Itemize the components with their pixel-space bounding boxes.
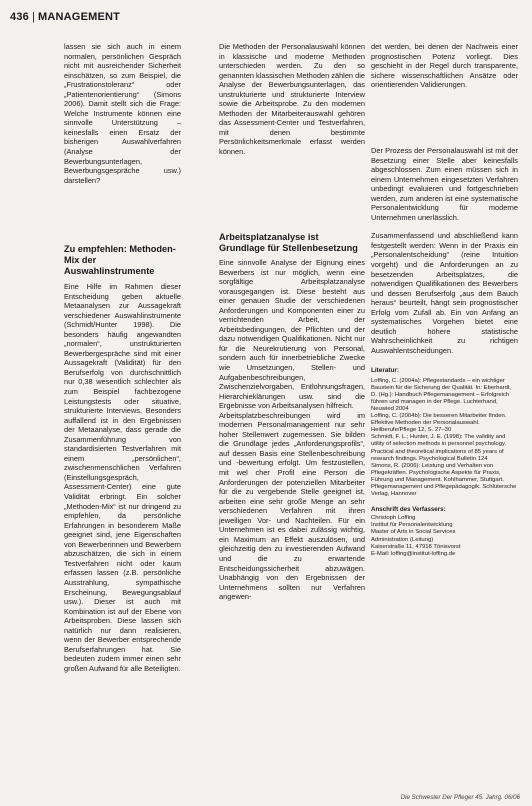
column-3-paragraph-2: Der Prozess der Personalauswahl ist mit der Besetzung einer Stelle aber keinesfalls abgeschlossen. Zum einen müssen sich in einem Unternehmen eingesetzten Verfahren unbedingt evaluieren und fortgeschrieben werden, zum anderen ist eine systematische Personalentwicklung für moderne Unternehmen unerlässlich. <box>371 146 518 222</box>
column-2 <box>219 42 365 602</box>
literature-item: Loffing, C. (2004b): Die besseren Mitarbeiter finden. Effektive Methoden der Personalauswahl. Heilberufe/Pflege 12, S. 27–30 <box>371 413 507 434</box>
section-heading-method-mix: Zu empfehlen: Methoden-Mix der Auswahlinstrumente <box>64 244 176 276</box>
column-3-paragraph-1: det werden, bei denen der Nachweis einer prognostischen Potenz vorliegt. Dies geschieht in der Regel durch transparente, sichere wissenschaftlichen Ansätze oder orientierenden Validierungen. <box>371 42 518 90</box>
author-heading: Anschrift des Verfassers: <box>371 506 446 514</box>
column-2-paragraph-2: Eine sinnvolle Analyse der Eignung eines Bewerbers ist nur möglich, wenn eine sorgfältige Arbeitsplatzanalyse vorausgegangen ist. Diese besteht aus einer genauen Studie der verschiedenen Anforderungen und Komponenten einer zu verrichtenden Arbeit, der Arbeitsbedingungen, der Pflichten und der dazu notwendigen Qualifikationen. Nicht nur für die Neurekrutierung von Personal, sondern auch für innerbetriebliche Zwecke wie Umsetzungen, Stellen- und Aufgabenbeschreibungen, Zwischenzielvorgaben, Entlohnungsfragen, Hierarchieklärungen usw. sind die Ergebnisse von Arbeitsanalysen hilfreich. <box>219 258 365 411</box>
column-3 <box>371 42 518 558</box>
literature-item: Schmidt, F. L.; Hunter, J. E. (1998): The validity and utility of selection methods in personnel psychology. Practical and theoretical implications of 85 years of research findings. Psychological Bulletin 124 <box>371 434 507 462</box>
page-footer: Die Schwester Der Pfleger 45. Jahrg. 06/06 <box>400 794 520 801</box>
literature-list <box>371 367 518 498</box>
literature-item: Loffing, C. (2004a): Pflegestandards – ein wichtiger Baustein für die Sicherung der Qualität. In: Eberhardt, D. (Hg.): Handbuch Pflegemanagement – Erfolgreich führen und managen in der Pflege. Luchterhand, Neuwied 2004 <box>371 377 512 412</box>
column-2-paragraph-3: Arbeitsplatzbeschreibungen wird im modernen Personalmanagement nur sehr hoher Stellenwert zugemessen. Sie bilden die Grundlage jedes „Anforderungsprofils“, auf dessen Basis eine Stellenbeschreibung und -bewertung erfolgt. Um festzustellen, mit wel cher Profil eine Person die Anforderungen der potenziellen Mitarbeiter für die zu vergebende Stelle geeignet ist, arbeiten eine sehr große Menge an sehr verschiedenen Verfahren mit ihren jeweiligen Vor- und Nachteilen. Für ein Unternehmen ist es dabei zulässig wichtig, ein Maximum an Effekt auszulösen, und gleichzeitig den zu investierenden Aufwand und die zu erwartende Entscheidungssicherheit abzuwägen. Unabhängig von den Ergebnissen der Unternehmens sollten nur Verfahren angewen- <box>219 410 365 602</box>
header-separator: | <box>31 11 36 23</box>
author-line: Institut für Personalentwicklung <box>371 522 453 529</box>
column-2-paragraph-1: Die Methoden der Personalauswahl können in klassische und moderne Methoden unterschieden werden. Zu den so genannten klassischen Methoden zählen die Analyse der Bewerbungsunterlagen, das unstrukturierte und strukturierte Interview sowie die Arbeitsprobe. Zu den modernen Methoden der Mitarbeiterauswahl gehören das Assessment-Center und Testverfahren, mit denen bestimmte Persönlichkeitsmerkmale erfasst werden können. <box>219 42 365 157</box>
author-address <box>371 506 518 558</box>
page-number: 436 <box>10 11 29 23</box>
column-1-paragraph-2: Eine Hilfe im Rahmen dieser Entscheidung geben aktuelle Metaanalysen zur Aussagekraft verschiedener Auswahlinstrumente (Schmidt/Hunter 1998). Die besonders häufig angewandten „normalen“, unstrukturierten Bewerbergespräche sind mit einer Aussagekraft (Validität) für den Berufserfolg von durchschnittlich nur 0,38 wesentlich schlechter als zum Beispiel fachbezogene Leistungstests oder situative, strukturierte Interviews. Besonders auffallend ist in den Ergebnissen der Metaanalyse, dass gerade die Zusammenführung von standardisierten Testverfahren mit einem „persönlichen“, zwischenmenschlichen Verfahren (Einstellungsgespräch, Assessment-Center) eine gute Validität erbringt. Ein solcher „Methoden-Mix“ ist nur dringend zu empfehlen, da persönliche Erfahrungen in besonderem Maße geeignet sind, jene Eigenschaften von Bewerberinnen und Bewerbern abzuschätzen, die sich in einem Testverfahren nicht oder kaum erfassen lassen (z.B. persönliche Ausstrahlung, sympathische Erscheinung, Bewegungsablauf usw.). Dieser ist auch mit Kombination ist auf der Ebene von Arbeitsproben. Diese lassen sich natürlich nur dann realisieren, wenn der Bewerber entsprechende Berufserfahrungen hat. Sie bedeuten zudem immer einen sehr großen Aufwand für alle Beteiligten. <box>64 282 181 673</box>
author-line: Kaiserstraße 11, 47918 Tönisvorst <box>371 543 461 550</box>
author-line: Christoph Loffing <box>371 515 416 522</box>
author-line: Administration (Leitung) <box>371 536 434 543</box>
section-heading-workplace-analysis: Arbeitsplatzanalyse ist Grundlage für Stellenbesetzung <box>219 232 358 253</box>
section-title: MANAGEMENT <box>38 11 121 23</box>
literature-item: Simons, R. (2006): Leistung und Verhalten von Pflegekräften. Psychologische Aspekte für Praxis, Führung und Management. Kohlhammer, Stuttgart. Pflegemanagement und Pflegepädagogik. Schlütersche Verlag, Hannover <box>371 462 517 498</box>
author-line: Master of Arts in Social Services <box>371 529 456 536</box>
column-1-paragraph-1: lassen sie sich auch in einem normalen, persönlichen Gespräch nicht mit ausreichender Sicherheit einschätzen, so zum Beispiel, die „Frustrationstoleranz“ oder „Patientenorientierung“ (Simons 2006). Damit stellt sich die Frage: Welche Instrumente können eine sinnvolle Unterstützung – keinesfalls einen Ersatz der bisherigen Auswahlverfahren (Analyse der Bewerbungsunterlagen, Bewerbungsgespräche usw.) darstellen? <box>64 42 181 185</box>
column-1 <box>64 42 181 673</box>
literature-heading: Literatur: <box>371 367 400 375</box>
author-line: E-Mail: loffing@institut-loffing.de <box>371 550 456 557</box>
page-header <box>10 10 120 24</box>
column-3-paragraph-3: Zusammenfassend und abschließend kann festgestellt werden: Wenn in der Praxis ein „Personalentscheidung“ (reine Intuition vorgeht) und die Anforderungen an zu besetzenden Arbeitsplatzes, die notwendigen Qualifikationen des Bewerbers und dessen Berufserfolg „aus dem Bauch heraus“ beurteilt, hängt sein prognostischer Erfolg vom Zufall ab. Ein von Anfang an systematisches Vorgehen bietet eine deutlich höhere statistische Wahrscheinlichkeit zu richtigen Auswahlentscheidungen. <box>371 231 518 355</box>
